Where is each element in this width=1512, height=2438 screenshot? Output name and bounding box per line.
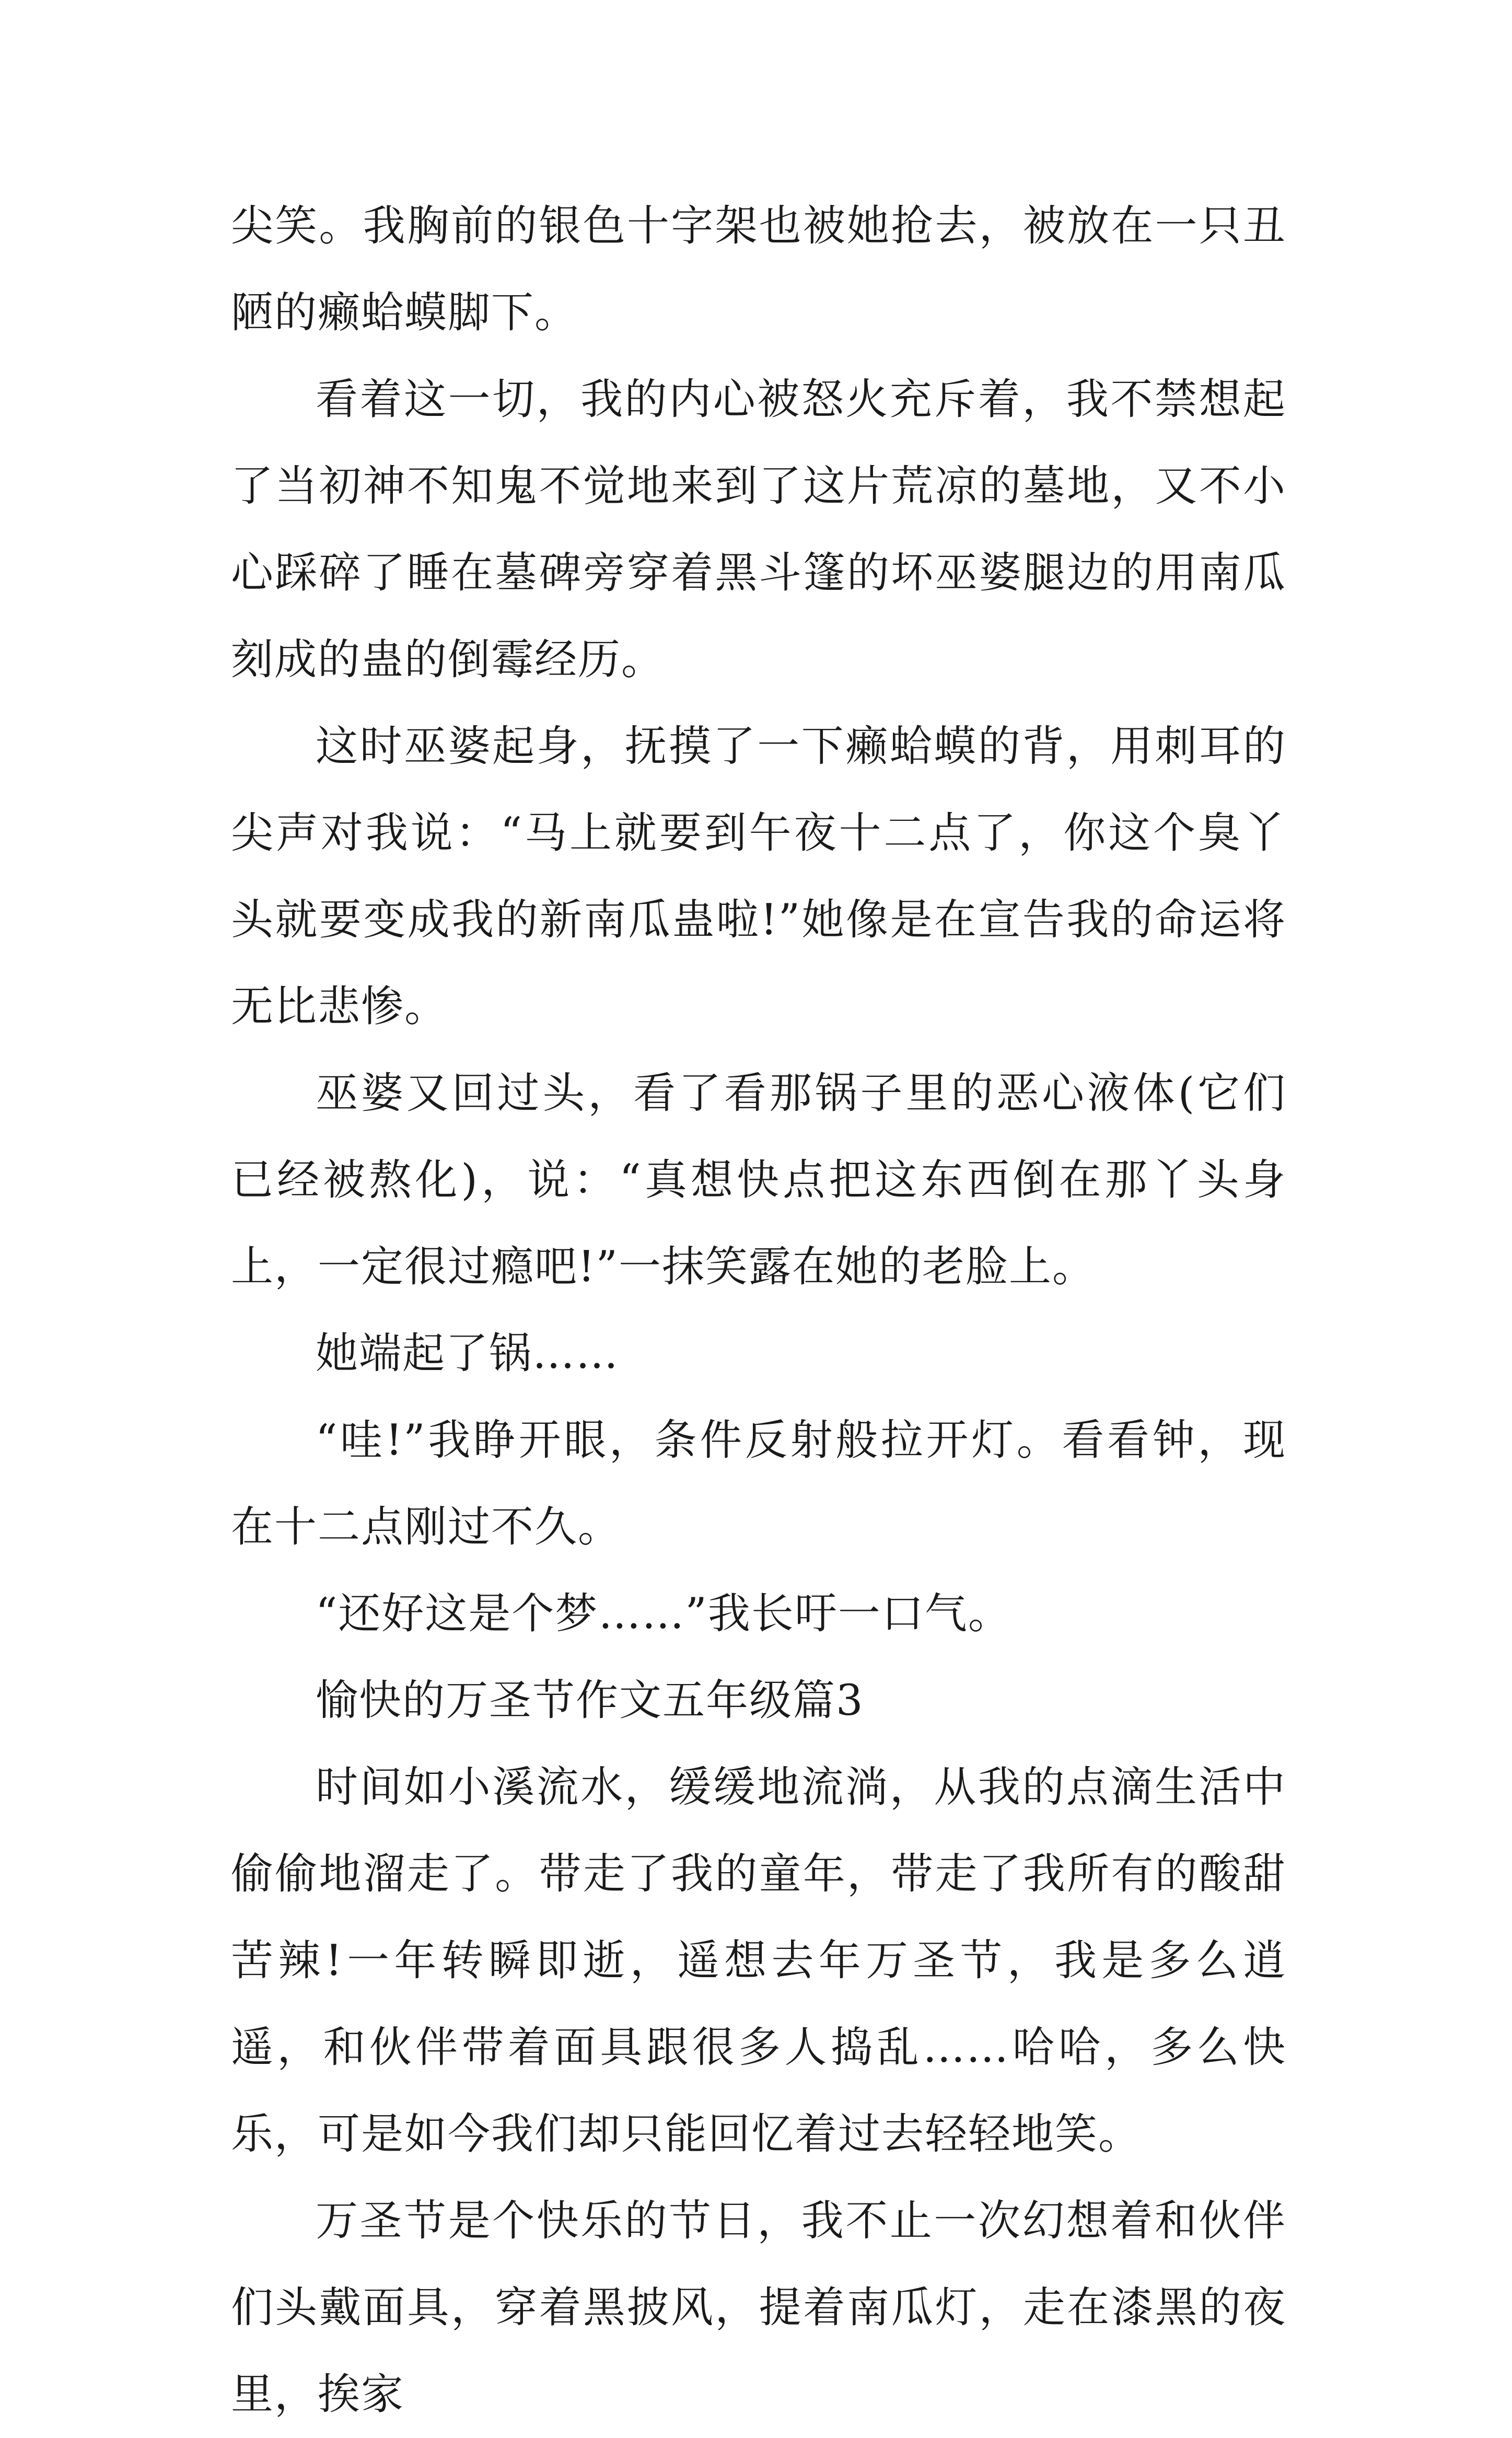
paragraph: 这时巫婆起身，抚摸了一下癞蛤蟆的背，用刺耳的尖声对我说：“马上就要到午夜十二点了，你这个臭丫头就要变成我的新南瓜蛊啦!”她像是在宣告我的命运将无比悲惨。 (231, 722, 1286, 1031)
paragraph: 时间如小溪流水，缓缓地流淌，从我的点滴生活中偷偷地溜走了。带走了我的童年，带走了我所有的酸甜苦辣!一年转瞬即逝，遥想去年万圣节，我是多么逍遥，和伙伴带着面具跟很多人捣乱……哈哈，多么快乐，可是如今我们却只能回忆着过去轻轻地笑。 (231, 1763, 1286, 2159)
paragraph: 她端起了锅…… (316, 1329, 620, 1378)
section-heading: 愉快的万圣节作文五年级篇3 (316, 1676, 864, 1725)
paragraph: “哇!”我睁开眼，条件反射般拉开灯。看看钟，现在十二点刚过不久。 (231, 1416, 1286, 1552)
paragraph: 巫婆又回过头，看了看那锅子里的恶心液体(它们已经被熬化)，说：“真想快点把这东西倒在那丫头身上，一定很过瘾吧!”一抹笑露在她的老脸上。 (231, 1069, 1286, 1292)
paragraph: “还好这是个梦……”我长吁一口气。 (316, 1589, 1011, 1639)
document-body (231, 183, 1286, 2438)
paragraph: 看着这一切，我的内心被怒火充斥着，我不禁想起了当初神不知鬼不觉地来到了这片荒凉的墓地，又不小心踩碎了睡在墓碑旁穿着黑斗篷的坏巫婆腿边的用南瓜刻成的蛊的倒霉经历。 (231, 375, 1286, 684)
paragraph-continuation: 尖笑。我胸前的银色十字架也被她抢去，被放在一只丑陋的癞蛤蟆脚下。 (231, 202, 1286, 338)
paragraph: 万圣节是个快乐的节日，我不止一次幻想着和伙伴们头戴面具，穿着黑披风，提着南瓜灯，走在漆黑的夜里，挨家 (231, 2197, 1286, 2419)
